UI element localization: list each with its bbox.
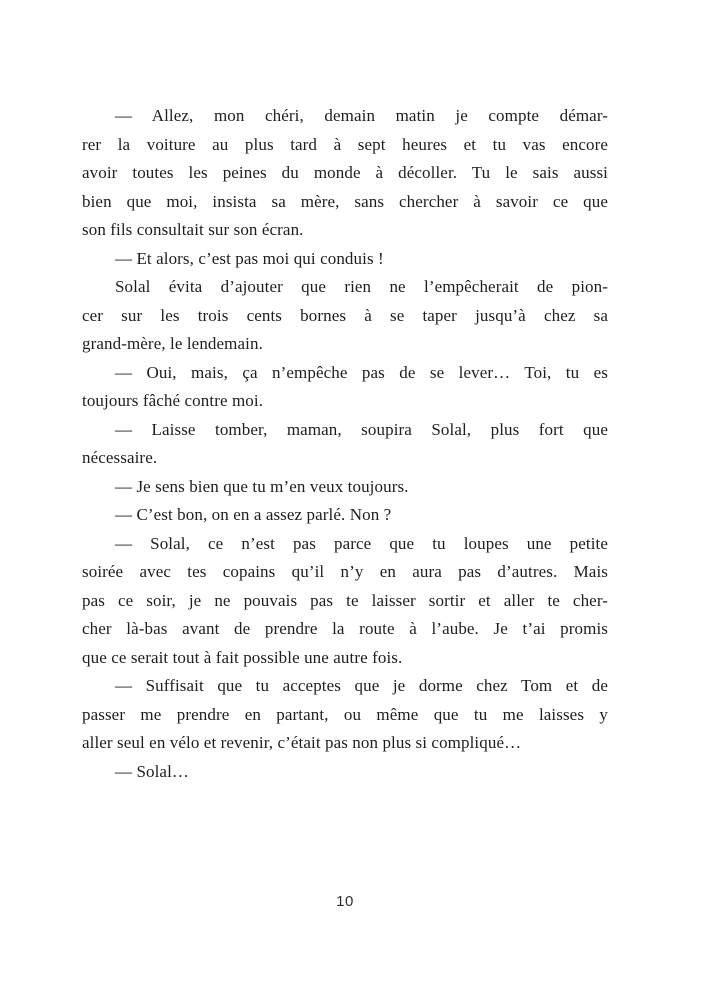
paragraph [82, 758, 608, 787]
text-line: — Suffisait que tu acceptes que je dorme chez Tom et de [115, 676, 608, 695]
paragraph [82, 473, 608, 502]
text-line: nécessaire. [82, 448, 158, 467]
text-line: — Je sens bien que tu m’en veux toujours. [115, 476, 409, 496]
text-line: que ce serait tout à fait possible une autre fois. [82, 647, 403, 667]
text-line: passer me prendre en partant, ou même que tu me laisses y [82, 704, 608, 724]
text-line: grand-mère, le lendemain. [82, 334, 263, 353]
text-line: toujours fâché contre moi. [82, 391, 264, 410]
text-line: — Oui, mais, ça n’empêche pas de se lever… Toi, tu es [115, 362, 608, 382]
paragraph [82, 102, 608, 245]
text-line: — Allez, mon chéri, demain matin je compte démar- [115, 106, 608, 125]
text-line: bien que moi, insista sa mère, sans chercher à savoir ce que [82, 191, 608, 211]
text-line: — Solal, ce n’est pas parce que tu loupes une petite [115, 533, 608, 553]
text-line: — C’est bon, on en a assez parlé. Non ? [115, 505, 392, 524]
body-text [82, 102, 608, 786]
text-line: rer la voiture au plus tard à sept heures et tu vas encore [82, 134, 608, 154]
text-line: soirée avec tes copains qu’il n’y en aura pas d’autres. Mais [82, 562, 608, 581]
paragraph [82, 672, 608, 758]
text-line: cher là-bas avant de prendre la route à l’aube. Je t’ai promis [82, 619, 608, 638]
paragraph [82, 245, 608, 274]
paragraph [82, 273, 608, 359]
text-line: son fils consultait sur son écran. [82, 220, 304, 239]
text-line: aller seul en vélo et revenir, c’était pas non plus si compliqué… [82, 733, 522, 752]
text-line: pas ce soir, je ne pouvais pas te laisser sortir et aller te cher- [82, 590, 608, 610]
page-number: 10 [336, 893, 354, 910]
text-line: — Solal… [115, 761, 189, 781]
paragraph [82, 359, 608, 416]
text-line: avoir toutes les peines du monde à décoller. Tu le sais aussi [82, 163, 608, 182]
paragraph [82, 501, 608, 530]
paragraph [82, 530, 608, 673]
text-line: Solal évita d’ajouter que rien ne l’empêcherait de pion- [115, 277, 608, 296]
text-line: cer sur les trois cents bornes à se taper jusqu’à chez sa [82, 305, 608, 325]
text-line: — Et alors, c’est pas moi qui conduis ! [115, 248, 384, 268]
text-line: — Laisse tomber, maman, soupira Solal, plus fort que [115, 419, 608, 439]
paragraph [82, 416, 608, 473]
